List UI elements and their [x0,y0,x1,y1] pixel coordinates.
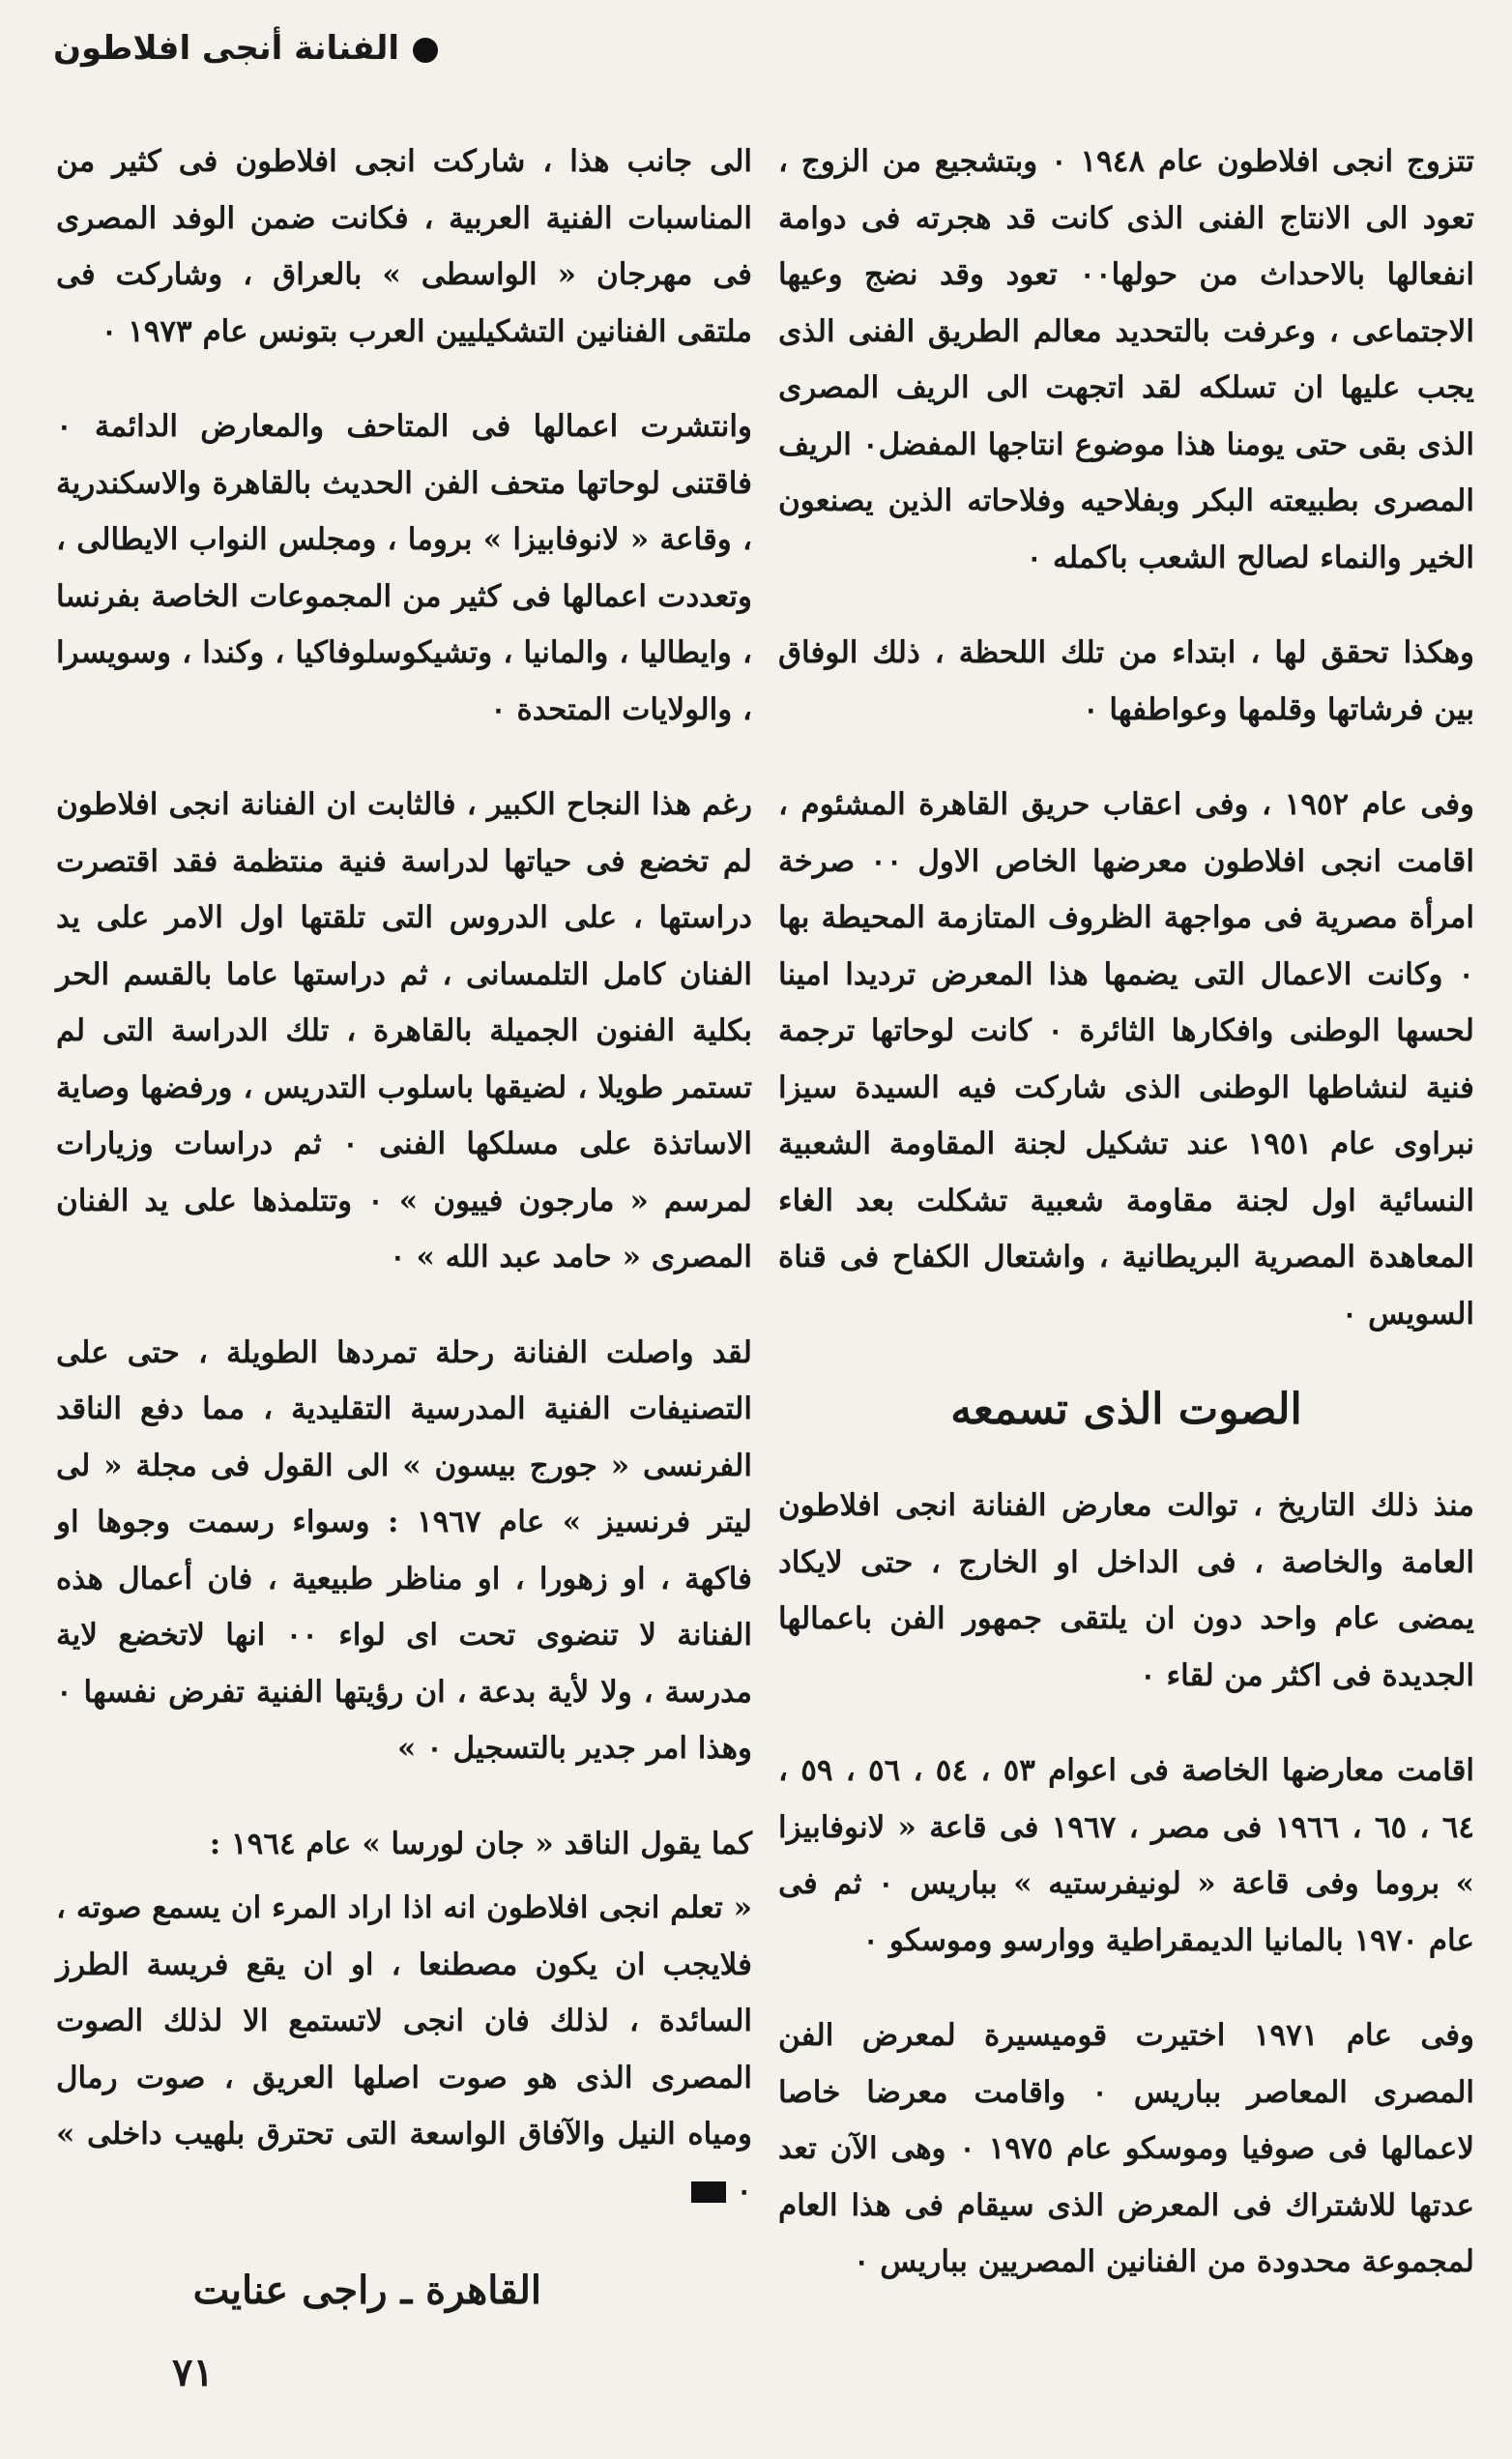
right-column [778,133,1474,2329]
header-bullet-icon [413,38,438,63]
paragraph: تتزوج انجى افلاطون عام ١٩٤٨ ٠ وبتشجيع من الزوج ، تعود الى الانتاج الفنى الذى كانت قد هجرته فى دوامة انفعالها بالاحداث من حولها٠٠ تعود وقد نضج وعيها الاجتماعى ، وعرفت بالتحديد معالم الطريق الفنى الذى يجب عليها ان تسلكه لقد اتجهت الى الريف المصرى الذى بقى حتى يومنا هذا موضوع انتاجها المفضل٠ الريف المصرى بطبيعته البكر وبفلاحيه وفلاحاته الذين يصنعون الخير والنماء لصالح الشعب باكمله ٠ [778,144,1474,575]
paragraph: وهكذا تحقق لها ، ابتداء من تلك اللحظة ، ذلك الوفاق بين فرشاتها وقلمها وعواطفها ٠ [778,635,1474,727]
paragraph: وفى عام ١٩٥٢ ، وفى اعقاب حريق القاهرة المشئوم ، اقامت انجى افلاطون معرضها الخاص الاول ٠٠ صرخة امرأة مصرية فى مواجهة الظروف المتازمة المحيطة بها ٠ وكانت الاعمال التى يضمها هذا المعرض ترديدا امينا لحسها الوطنى وافكارها الثائرة ٠ كانت لوحاتها ترجمة فنية لنشاطها الوطنى الذى شاركت فيه السيدة سيزا نبراوى عام ١٩٥١ عند تشكيل لجنة المقاومة الشعبية النسائية اول لجنة مقاومة شعبية تشكلت بعد الغاء المعاهدة المصرية البريطانية ، واشتعال الكفاح فى قناة السويس ٠ [778,787,1474,1332]
left-column [56,133,752,2258]
page-number: ٧١ [172,2350,214,2395]
paragraph: الى جانب هذا ، شاركت انجى افلاطون فى كثير من المناسبات الفنية العربية ، فكانت ضمن الوفد المصرى فى مهرجان « الواسطى » بالعراق ، وشاركت فى ملتقى الفنانين التشكيليين العرب بتونس عام ١٩٧٣ ٠ [56,144,752,349]
paragraph [56,1880,752,2219]
end-mark-icon [691,2181,726,2203]
header-title: الفنانة أنجى افلاطون [53,29,400,68]
running-header [53,29,1459,68]
paragraph: اقامت معارضها الخاصة فى اعوام ٥٣ ، ٥٤ ، ٥٦ ، ٥٩ ، ٦٤ ، ٦٥ ، ١٩٦٦ فى مصر ، ١٩٦٧ فى قاعة « لانوفابيزا » بروما وفى قاعة « لونيفرستيه » بباريس ٠ ثم فى عام ١٩٧٠ بالمانيا الديمقراطية ووارسو وموسكو ٠ [778,1753,1475,1958]
paragraph: رغم هذا النجاح الكبير ، فالثابت ان الفنانة انجى افلاطون لم تخضع فى حياتها لدراسة فنية منتظمة فقد اقتصرت دراستها ، على الدروس التى تلقتها اول الامر على يد الفنان كامل التلمسانى ، ثم دراستها عاما بالقسم الحر بكلية الفنون الجميلة بالقاهرة ، تلك الدراسة التى لم تستمر طويلا ، لضيقها باسلوب التدريس ، ورفضها وصاية الاساتذة على مسلكها الفنى ٠ ثم دراسات وزيارات لمرسم « مارجون فييون » ٠ وتتلمذها على يد الفنان المصرى « حامد عبد الله » ٠ [56,787,752,1274]
paragraph: منذ ذلك التاريخ ، توالت معارض الفنانة انجى افلاطون العامة والخاصة ، فى الداخل او الخارج ، حتى لايكاد يمضى عام واحد دون ان يلتقى جمهور الفن باعمالها الجديدة فى اكثر من لقاء ٠ [778,1488,1474,1693]
paragraph: لقد واصلت الفنانة رحلة تمردها الطويلة ، حتى على التصنيفات الفنية المدرسية التقليدية ، مما دفع الناقد الفرنسى « جورج بيسون » الى القول فى مجلة « لى ليتر فرنسيز » عام ١٩٦٧ : وسواء رسمت وجوها او فاكهة ، او زهورا ، او مناظر طبيعية ، فان أعمال هذه الفنانة لا تنضوى تحت اى لواء ٠٠ انها لاتخضع لاية مدرسة ، ولا لأية بدعة ، ان رؤيتها الفنية تفرض نفسها ٠ وهذا امر جدير بالتسجيل ٠ » [56,1334,752,1766]
quote-text: « تعلم انجى افلاطون انه اذا اراد المرء ان يسمع صوته ، فلايجب ان يكون مصطنعا ، او ان يقع فريسة الطرز السائدة ، لذلك فان انجى لاتستمع الا لذلك الصوت المصرى الذى هو صوت اصلها العريق ، صوت رمال ومياه النيل والآفاق الواسعة التى تحترق بلهيب داخلى » ٠ [56,1890,752,2209]
paragraph: وفى عام ١٩٧١ اختيرت قوميسيرة لمعرض الفن المصرى المعاصر بباريس ٠ واقامت معرضا خاصا لاعمالها فى صوفيا وموسكو عام ١٩٧٥ ٠ وهى الآن تعد عدتها للاشتراك فى المعرض الذى سيقام فى هذا العام لمجموعة محدودة من الفنانين المصريين بباريس ٠ [778,2018,1475,2279]
section-heading: الصوت الذى تسمعه [950,1385,1302,1434]
author-signature: القاهرة ـ راجى عنايت [192,2268,541,2313]
paragraph: وانتشرت اعمالها فى المتاحف والمعارض الدائمة ٠ فاقتنى لوحاتها متحف الفن الحديث بالقاهرة والاسكندرية ، وقاعة « لانوفابيزا » بروما ، ومجلس النواب الايطالى ، وتعددت اعمالها فى كثير من المجموعات الخاصة بفرنسا ، وايطاليا ، والمانيا ، وتشيكوسلوفاكيا ، وكندا ، وسويسرا ، والولايات المتحدة ٠ [56,409,752,727]
paragraph: كما يقول الناقد « جان لورسا » عام ١٩٦٤ : [209,1826,752,1861]
